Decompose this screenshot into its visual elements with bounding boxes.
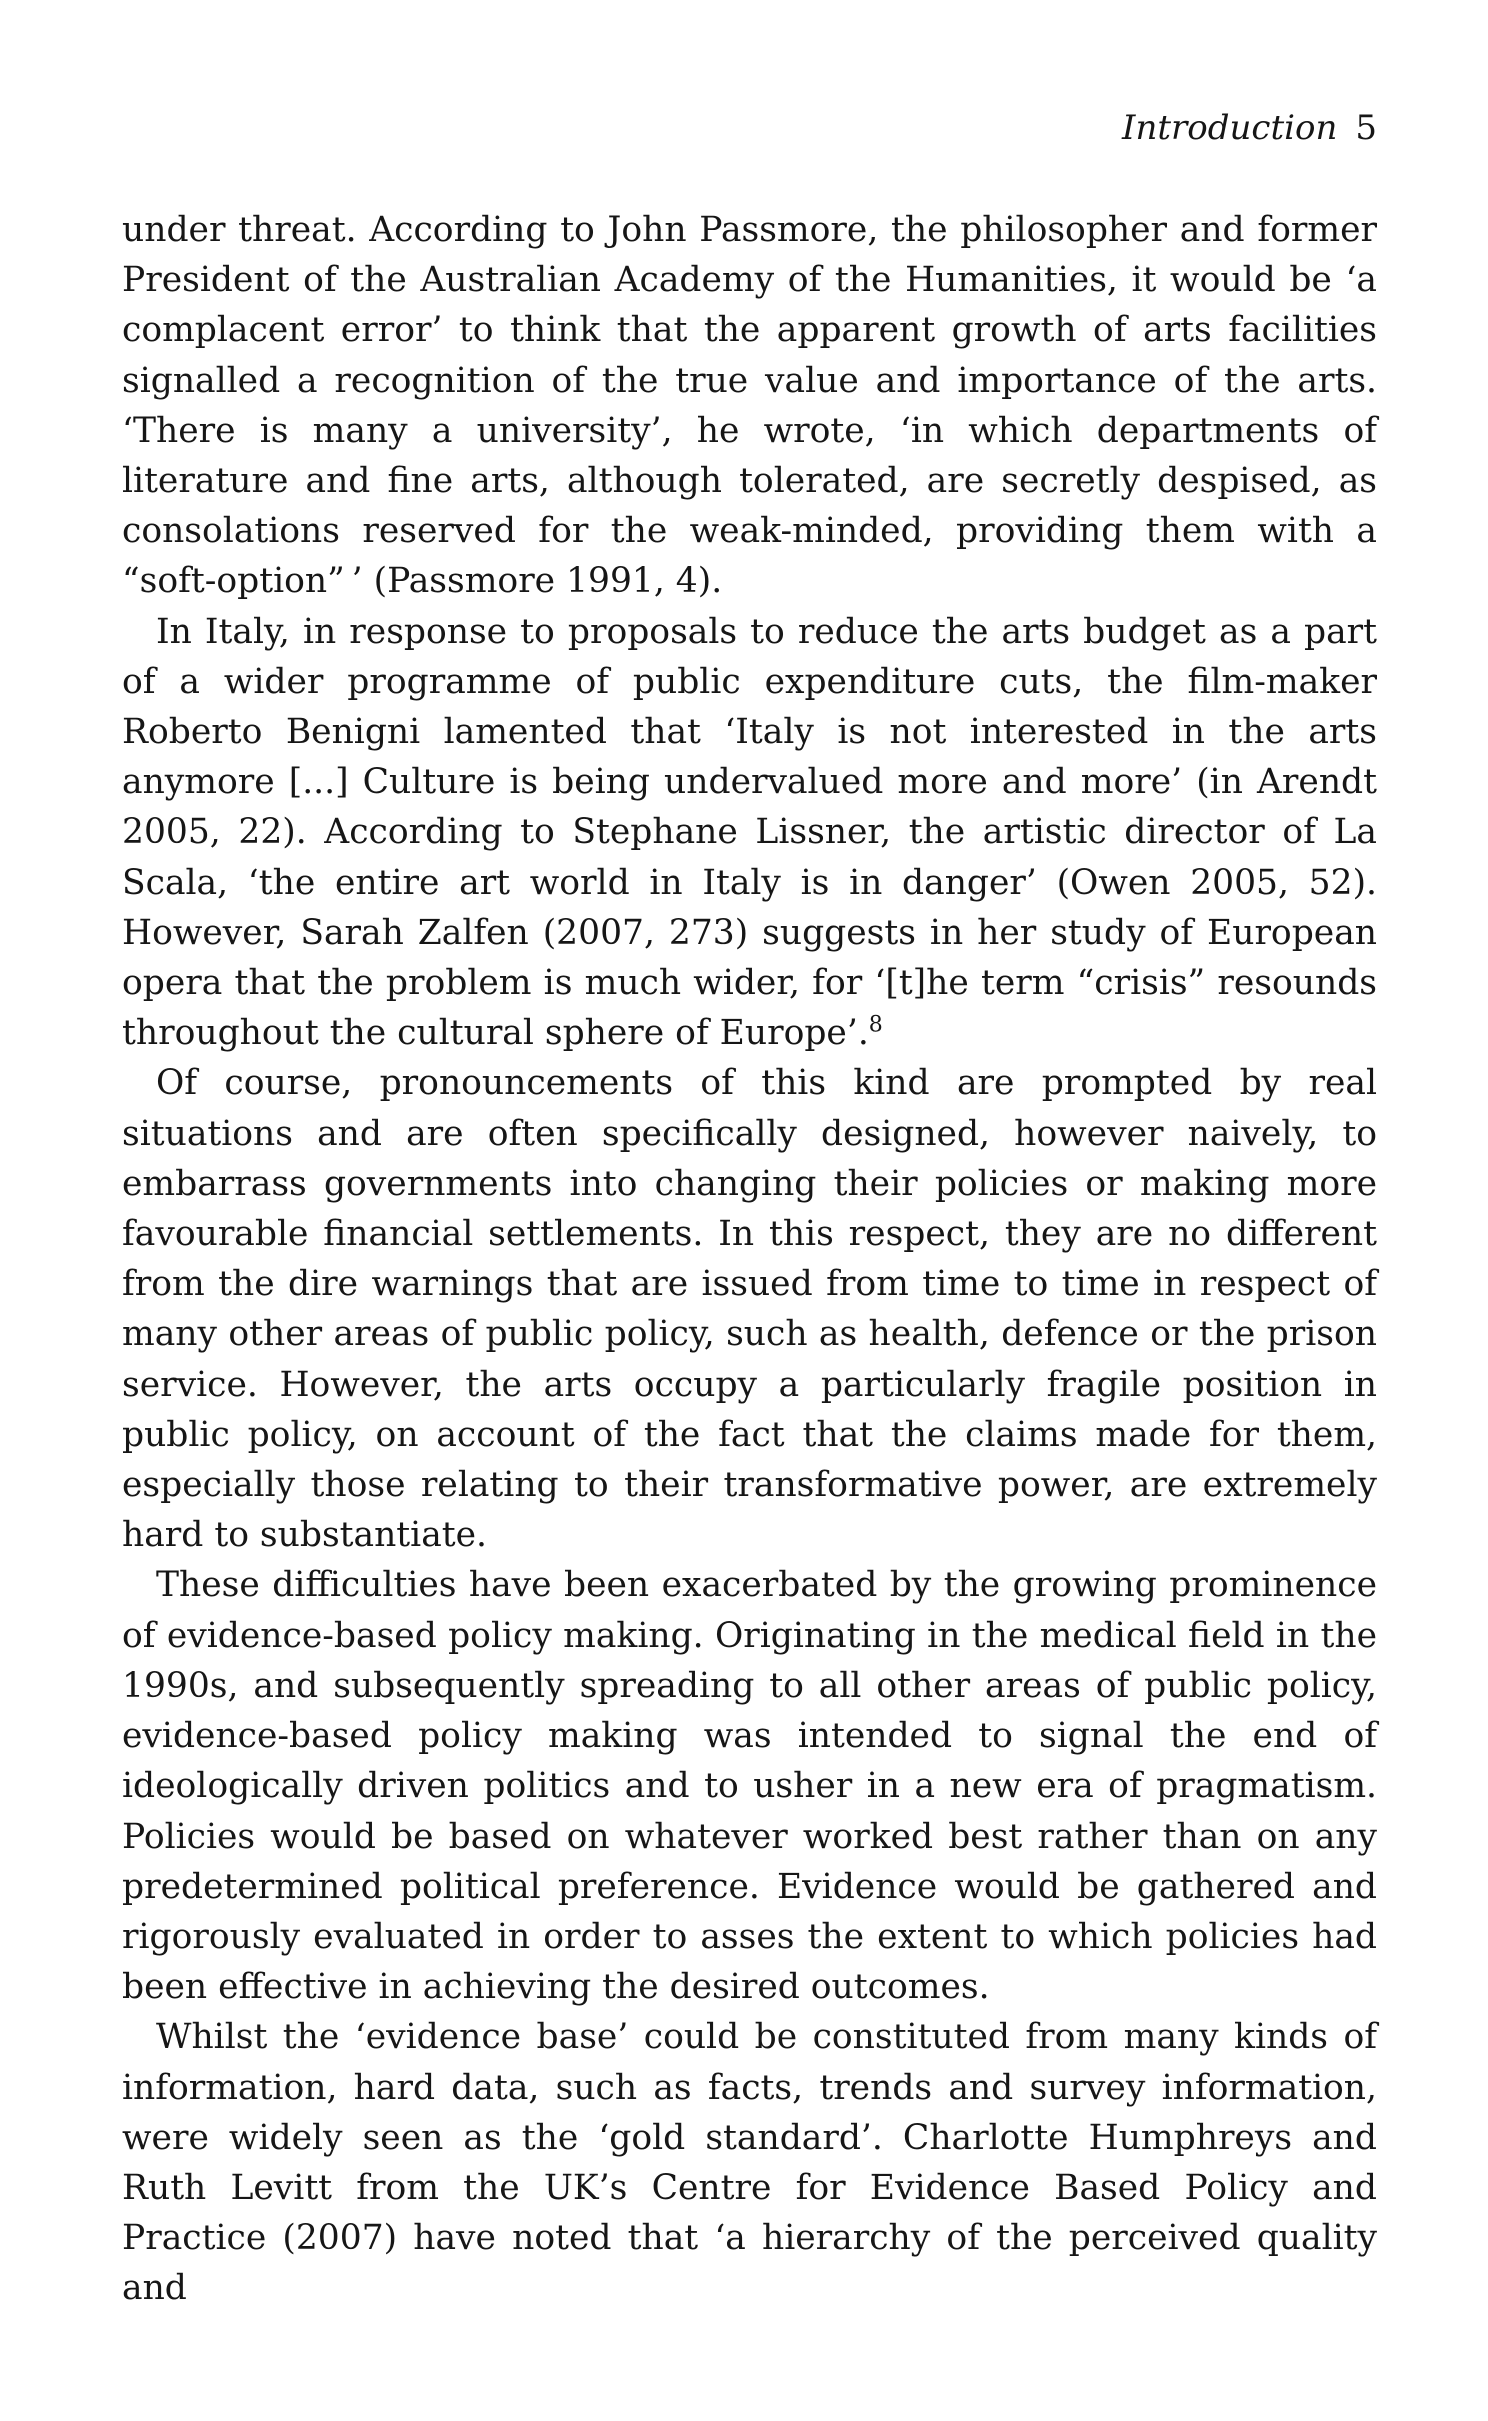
paragraph-2 [122,607,1377,1059]
running-head [122,106,1377,150]
footnote-mark-8: 8 [868,1012,883,1038]
paragraph-3: Of course, pronouncements of this kind are prompted by real situations and are often specifically designed, however naively, to embarrass governments into changing their policies or making more favourable financial settlements. In this respect, they are no different from the dire warnings that are issued from time to time in respect of many other areas of public policy, such as health, defence or the prison service. However, the arts occupy a particularly fragile position in public policy, on account of the fact that the claims made for them, especially those relating to their transformative power, are extremely hard to substantiate. [122,1063,1377,1556]
page-number: 5 [1355,108,1377,148]
paragraph-2-text: In Italy, in response to proposals to reduce the arts budget as a part of a wider programme of public expenditure cuts, the film-maker Roberto Benigni lamented that ‘Italy is not interested in the arts anymore [...] Culture is being undervalued more and more’ (in Arendt 2005, 22). According to Stephane Lissner, the artistic director of La Scala, ‘the entire art world in Italy is in danger’ (Owen 2005, 52). However, Sarah Zalfen (2007, 273) suggests in her study of European opera that the problem is much wider, for ‘[t]he term “crisis” resounds throughout the cultural sphere of Europe’. [122,611,1377,1054]
paragraph-5: Whilst the ‘evidence base’ could be constituted from many kinds of information, hard data, such as facts, trends and survey information, were widely seen as the ‘gold standard’. Charlotte Humphreys and Ruth Levitt from the UK’s Centre for Evidence Based Policy and Practice (2007) have noted that ‘a hierarchy of the perceived quality and [122,2017,1377,2309]
body-text [122,205,1377,2314]
paragraph-4: These difficulties have been exacerbated by the growing prominence of evidence-based policy making. Originating in the medical field in the 1990s, and subsequently spreading to all other areas of public policy, evidence-based policy making was intended to signal the end of ideologically driven politics and to usher in a new era of pragmatism. Policies would be based on whatever worked best rather than on any predetermined political preference. Evidence would be gathered and rigorously evaluated in order to asses the extent to which policies had been effective in achieving the desired outcomes. [122,1565,1377,2008]
paragraph-1: under threat. According to John Passmore, the philosopher and former President of the Australian Academy of the Humanities, it would be ‘a complacent error’ to think that the apparent growth of arts facilities signalled a recognition of the true value and importance of the arts. ‘There is many a university’, he wrote, ‘in which departments of literature and fine arts, although tolerated, are secretly despised, as consolations reserved for the weak-minded, providing them with a “soft-option” ’ (Passmore 1991, 4). [122,210,1377,602]
running-head-section-title: Introduction [1122,108,1338,148]
